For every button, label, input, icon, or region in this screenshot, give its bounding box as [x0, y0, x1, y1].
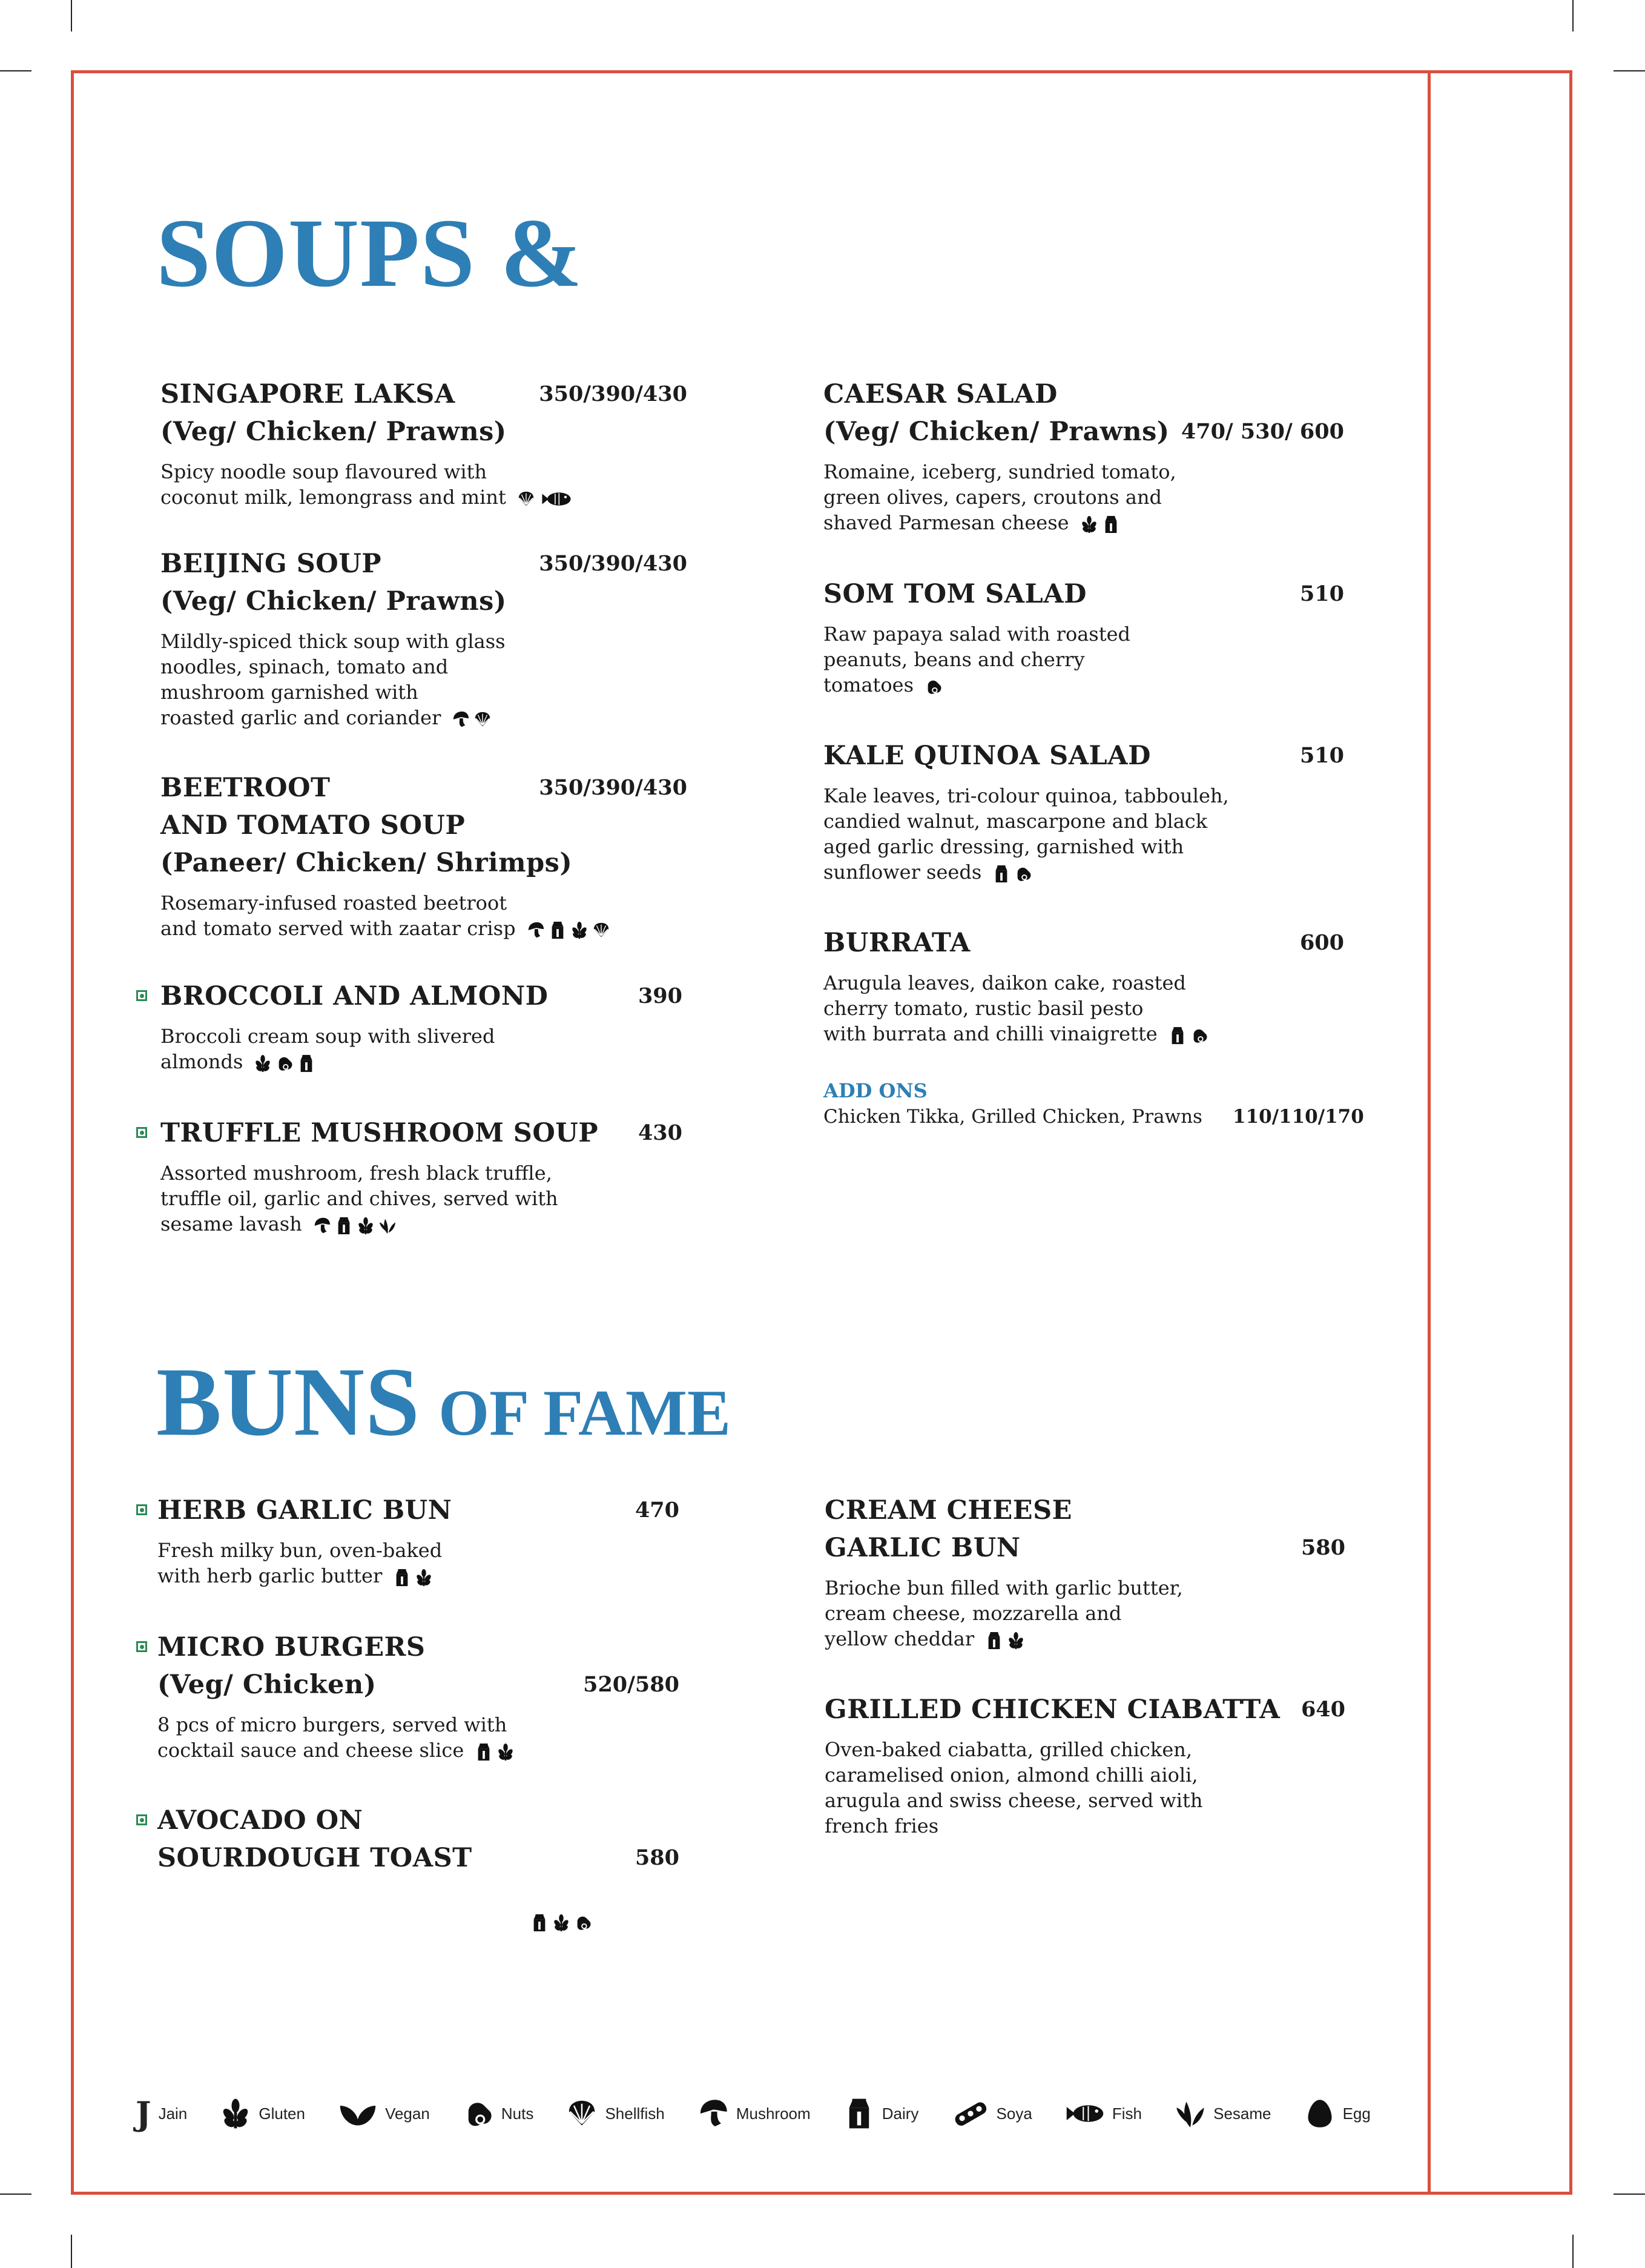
item-description: Oven-baked ciabatta, grilled chicken, caramelised onion, almond chilli aioli, arugula and swiss cheese, served with french fries: [825, 1738, 1203, 1837]
menu-item-broccoli-almond: [160, 977, 687, 1074]
dairy-icon: [843, 2098, 875, 2129]
item-name: SINGAPORE LAKSA (Veg/ Chicken/ Prawns): [160, 379, 507, 447]
item-price: 520/580: [583, 1672, 679, 1697]
legend-label: Nuts: [501, 2104, 534, 2123]
crop-mark: [71, 2235, 72, 2268]
allergen-icons: [452, 710, 492, 729]
item-price: 350/390/430: [539, 382, 687, 406]
gluten-icon: [1080, 515, 1098, 534]
description-text: Raw papaya salad with roasted peanuts, beans and cherry tomatoes: [823, 623, 1130, 696]
legend-label: Dairy: [882, 2104, 919, 2123]
item-description: [823, 621, 1344, 698]
menu-item-cream-cheese-garlic-bun: [825, 1492, 1345, 1651]
shellfish-icon: [473, 710, 492, 729]
allergen-icons: [313, 1217, 397, 1235]
description-text: Broccoli cream soup with slivered almonds: [160, 1025, 495, 1073]
menu-item-burrata: [823, 924, 1344, 1046]
crop-mark: [1614, 70, 1645, 71]
item-name: HERB GARLIC BUN: [157, 1495, 452, 1526]
description-text: Assorted mushroom, fresh black truffle, truffle oil, garlic and chives, served with sesame lavash: [160, 1162, 558, 1235]
nuts-icon: [1190, 1027, 1208, 1045]
item-price: 350/390/430: [539, 551, 687, 576]
soups-heading: [156, 199, 583, 308]
gluten-icon: [496, 1743, 515, 1761]
buns-subtitle: OF FAME: [438, 1377, 731, 1449]
veg-mark: [136, 1127, 147, 1138]
allergen-icons: [517, 490, 574, 508]
dairy-icon: [1169, 1027, 1187, 1045]
gluten-icon: [254, 1054, 272, 1073]
item-name: AVOCADO ON SOURDOUGH TOAST: [157, 1805, 472, 1873]
dairy-icon: [1102, 515, 1120, 534]
legend-dairy: [843, 2098, 919, 2129]
dairy-icon: [530, 1914, 549, 1932]
fish-icon: [1065, 2098, 1105, 2129]
allergen-icons: [985, 1632, 1025, 1650]
crop-mark: [0, 2194, 31, 2195]
allergen-icons: [254, 1054, 315, 1073]
item-description: [157, 1712, 684, 1763]
item-description: [160, 890, 687, 941]
legend-gluten: [220, 2098, 305, 2129]
sesame-icon: [1175, 2098, 1206, 2129]
buns-heading: [156, 1348, 731, 1456]
allergen-icons: [530, 1914, 592, 1932]
menu-item-truffle-mushroom-soup: [160, 1114, 687, 1237]
item-description: [823, 783, 1344, 885]
item-name: BURRATA: [823, 928, 971, 958]
legend-label: Mushroom: [736, 2104, 811, 2123]
dairy-icon: [297, 1054, 315, 1073]
mushroom-icon: [313, 1217, 331, 1235]
description-text: Rosemary-infused roasted beetroot and tomato served with zaatar crisp: [160, 891, 516, 940]
description-text: Mildly-spiced thick soup with glass noodles, spinach, tomato and mushroom garnished with roasted garlic and coriander: [160, 630, 506, 729]
item-price: 600: [1299, 930, 1344, 955]
item-price: 640: [1301, 1697, 1345, 1722]
item-price: 470: [635, 1498, 679, 1522]
addons-title: ADD ONS: [823, 1079, 928, 1102]
allergen-icons: [475, 1743, 515, 1761]
gluten-icon: [415, 1569, 433, 1587]
legend-label: Egg: [1342, 2104, 1371, 2123]
item-name: GRILLED CHICKEN CIABATTA: [825, 1694, 1281, 1725]
crop-mark: [0, 70, 31, 71]
gluten-icon: [1007, 1632, 1025, 1650]
item-description: [825, 1575, 1345, 1651]
description-text: Kale leaves, tri-colour quinoa, tabbouleh, candied walnut, mascarpone and black aged garlic dressing, garnished with sunflower seeds: [823, 784, 1229, 884]
item-name: CREAM CHEESE GARLIC BUN: [825, 1495, 1072, 1563]
item-name: TRUFFLE MUSHROOM SOUP: [160, 1118, 599, 1148]
item-description: [160, 1023, 687, 1074]
crop-mark: [71, 0, 72, 31]
item-description: [823, 970, 1344, 1046]
description-text: Romaine, iceberg, sundried tomato, green olives, capers, croutons and shaved Parmesan cheese: [823, 460, 1176, 534]
item-price: 470/ 530/ 600: [1181, 419, 1344, 444]
description-text: Brioche bun filled with garlic butter, cream cheese, mozzarella and yellow cheddar: [825, 1576, 1183, 1650]
allergen-icons: [1169, 1027, 1208, 1045]
dairy-icon: [549, 921, 567, 939]
shellfish-icon: [517, 490, 535, 508]
menu-item-herb-garlic-bun: [157, 1492, 684, 1589]
legend-label: Jain: [158, 2104, 188, 2123]
nuts-icon: [925, 678, 943, 696]
item-price: 510: [1299, 581, 1344, 606]
veg-mark: [136, 1814, 147, 1825]
menu-item-beetroot-tomato-soup: [160, 769, 687, 941]
mushroom-icon: [527, 921, 545, 939]
nuts-icon: [275, 1054, 294, 1073]
dairy-icon: [475, 1743, 493, 1761]
shellfish-icon: [566, 2098, 598, 2129]
gluten-icon: [570, 921, 588, 939]
legend-fish: [1065, 2098, 1142, 2129]
menu-item-caesar-salad: [823, 375, 1344, 535]
item-description: [160, 1160, 687, 1237]
nuts-icon: [463, 2098, 494, 2129]
veg-mark: [136, 1641, 147, 1652]
dairy-icon: [992, 865, 1010, 883]
description-text: Spicy noodle soup flavoured with coconut milk, lemongrass and mint: [160, 460, 506, 509]
legend-mushroom: [697, 2098, 811, 2129]
item-price: 350/390/430: [539, 775, 687, 800]
crop-mark: [1614, 2194, 1645, 2195]
item-name: MICRO BURGERS (Veg/ Chicken): [157, 1632, 426, 1700]
item-name: BEETROOT AND TOMATO SOUP (Paneer/ Chicken/ Shrimps): [160, 773, 573, 878]
jain-icon: J: [136, 2094, 151, 2133]
legend-sesame: [1175, 2098, 1271, 2129]
dairy-icon: [985, 1632, 1003, 1650]
buns-title: BUNS: [156, 1348, 421, 1456]
legend-label: Soya: [996, 2104, 1032, 2123]
legend-label: Fish: [1112, 2104, 1142, 2123]
item-name: CAESAR SALAD (Veg/ Chicken/ Prawns): [823, 379, 1170, 447]
egg-icon: [1304, 2098, 1336, 2129]
description-text: Fresh milky bun, oven-baked with herb garlic butter: [157, 1539, 443, 1587]
item-price: 390: [638, 984, 682, 1008]
item-price: 580: [635, 1845, 679, 1870]
item-name: KALE QUINOA SALAD: [823, 741, 1151, 771]
mushroom-icon: [697, 2098, 729, 2129]
allergen-icons: [992, 865, 1032, 883]
allergen-legend: [136, 2089, 1371, 2138]
item-price: 430: [638, 1120, 682, 1145]
item-description: [160, 459, 687, 510]
nuts-icon: [1014, 865, 1032, 883]
legend-jain: [136, 2094, 188, 2133]
sesame-icon: [378, 1217, 397, 1235]
veg-mark: [136, 990, 147, 1001]
description-text: 8 pcs of micro burgers, served with cocktail sauce and cheese slice: [157, 1713, 507, 1762]
menu-item-kale-quinoa-salad: [823, 737, 1344, 885]
legend-shellfish: [566, 2098, 664, 2129]
menu-item-avocado-sourdough-toast: [157, 1802, 684, 1877]
veg-mark: [136, 1504, 147, 1515]
description-text: Arugula leaves, daikon cake, roasted cherry tomato, rustic basil pesto with burrata and chilli vinaigrette: [823, 971, 1186, 1045]
legend-label: Gluten: [259, 2104, 305, 2123]
menu-item-beijing-soup: [160, 545, 687, 730]
allergen-icons: [527, 921, 610, 939]
gluten-icon: [220, 2098, 251, 2129]
allergen-icons: [1080, 515, 1120, 534]
item-name: BROCCOLI AND ALMOND: [160, 981, 549, 1011]
legend-egg: [1304, 2098, 1371, 2129]
allergen-icons: [393, 1569, 433, 1587]
item-price: 510: [1299, 743, 1344, 768]
menu-item-grilled-chicken-ciabatta: [825, 1691, 1345, 1839]
item-description: [823, 459, 1344, 535]
soya-icon: [952, 2098, 989, 2129]
addons-price: 110/110/170: [1233, 1106, 1364, 1128]
menu-item-som-tom-salad: [823, 575, 1344, 698]
menu-item-singapore-laksa: [160, 375, 687, 510]
item-name: BEIJING SOUP (Veg/ Chicken/ Prawns): [160, 549, 507, 617]
soups-title: SOUPS &: [156, 199, 583, 308]
crop-mark: [1572, 2235, 1574, 2268]
legend-label: Shellfish: [605, 2104, 665, 2123]
page-spine-line: [1428, 70, 1431, 2195]
dairy-icon: [393, 1569, 411, 1587]
legend-vegan: [338, 2098, 430, 2129]
item-name: SOM TOM SALAD: [823, 579, 1087, 609]
gluten-icon: [552, 1914, 570, 1932]
gluten-icon: [357, 1217, 375, 1235]
fish-icon: [539, 490, 574, 508]
nuts-icon: [574, 1914, 592, 1932]
shellfish-icon: [592, 921, 610, 939]
crop-mark: [1572, 0, 1574, 31]
dairy-icon: [335, 1217, 353, 1235]
mushroom-icon: [452, 710, 470, 729]
allergen-icons: [925, 678, 943, 696]
item-description: [157, 1538, 684, 1589]
addons-list: Chicken Tikka, Grilled Chicken, Prawns: [823, 1106, 1202, 1128]
menu-item-micro-burgers: [157, 1628, 684, 1763]
legend-soya: [952, 2098, 1032, 2129]
vegan-icon: [338, 2098, 378, 2129]
item-price: 580: [1301, 1535, 1345, 1560]
legend-label: Vegan: [385, 2104, 430, 2123]
legend-label: Sesame: [1213, 2104, 1271, 2123]
item-description: [160, 629, 687, 730]
legend-nuts: [463, 2098, 533, 2129]
